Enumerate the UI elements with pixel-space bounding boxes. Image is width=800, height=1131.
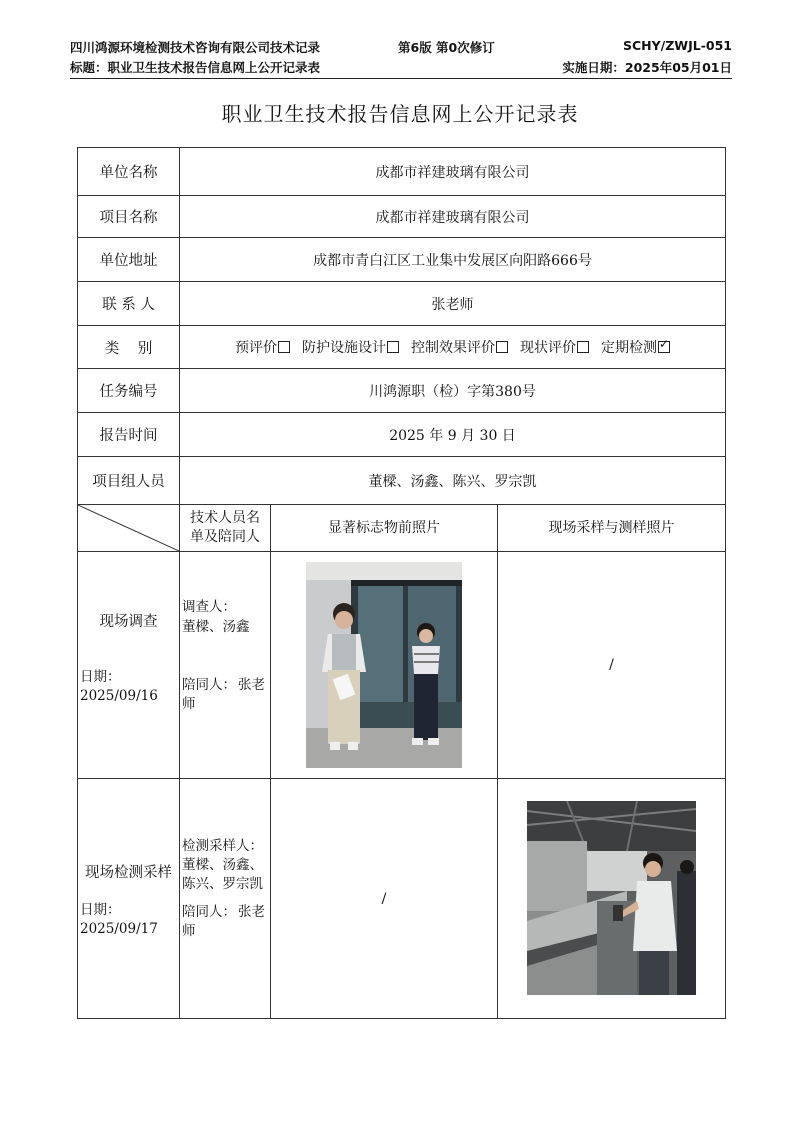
label-task-no: 任务编号 (78, 369, 180, 413)
page-title: 职业卫生技术报告信息网上公开记录表 (221, 102, 579, 126)
doc-code: SCHY/ZWJL-051 (622, 38, 732, 53)
companion-name-line2: 师 (182, 696, 196, 712)
row-project-name (78, 196, 726, 238)
value-unit-address: 成都市青白江区工业集中发展区向阳路666号 (180, 238, 726, 282)
label-report-time: 报告时间 (78, 413, 180, 457)
staff-label: 调查人： (182, 599, 236, 615)
value-task-no: 川鸿源职（检）字第380号 (180, 369, 726, 413)
staff-names: 董樑、汤鑫、陈兴、罗宗凯 (182, 857, 263, 892)
photo-table-header (78, 505, 726, 552)
version-info: 第6版 第0次修订 (398, 40, 495, 55)
company-record-title: 四川鸿源环境检测技术咨询有限公司技术记录 (70, 40, 321, 55)
sampling-photo-placeholder: / (498, 552, 726, 779)
category-option (235, 340, 290, 356)
empty-box-icon (387, 341, 399, 353)
sampling-photo-cell (498, 779, 726, 1019)
empty-box-icon (496, 341, 508, 353)
landmark-photo-placeholder: / (271, 779, 498, 1019)
record-subject: 标题：职业卫生技术报告信息网上公开记录表 (70, 60, 321, 75)
row-report-time (78, 413, 726, 457)
col-header-landmark-photo: 显著标志物前照片 (271, 505, 498, 552)
stage-site-survey (78, 552, 180, 779)
category-option-label: 现状评价 (520, 340, 577, 356)
row-unit-name (78, 148, 726, 196)
empty-box-icon (577, 341, 589, 353)
col-header-staff: 技术人员名单及陪同人 (180, 505, 271, 552)
stage-date-label: 日期： (80, 902, 121, 918)
record-table (77, 147, 726, 1019)
label-project-name: 项目名称 (78, 196, 180, 238)
landmark-photo (306, 562, 462, 768)
row-task-no (78, 369, 726, 413)
category-option (302, 340, 399, 356)
staff-names: 董樑、汤鑫 (182, 619, 250, 635)
landmark-photo-cell (271, 552, 498, 779)
companion-name-line1: 张老 (238, 677, 265, 693)
companion-name-line1: 张老 (238, 904, 265, 920)
value-project-name: 成都市祥建玻璃有限公司 (180, 196, 726, 238)
row-site-survey (78, 552, 726, 779)
stage-date: 2025/09/17 (80, 921, 158, 937)
companion-label: 陪同人： (182, 677, 236, 693)
stage-name: 现场检测采样 (85, 865, 172, 881)
label-unit-address: 单位地址 (78, 238, 180, 282)
checked-box-icon (658, 341, 670, 353)
row-site-sampling (78, 779, 726, 1019)
diagonal-line (78, 505, 179, 551)
sampling-staff (180, 779, 271, 1019)
diagonal-corner-cell (78, 505, 180, 552)
empty-box-icon (278, 341, 290, 353)
document-header-line2 (70, 58, 732, 79)
value-team: 董樑、汤鑫、陈兴、罗宗凯 (180, 457, 726, 505)
category-option (520, 340, 589, 356)
row-category (78, 326, 726, 369)
category-option-label: 预评价 (235, 340, 278, 356)
stage-date-label: 日期： (80, 669, 121, 685)
category-option (411, 340, 508, 356)
stage-name: 现场调查 (99, 614, 158, 630)
label-contact: 联 系 人 (78, 282, 180, 326)
row-unit-address (78, 238, 726, 282)
effective-date: 实施日期：2025年05月01日 (562, 60, 732, 75)
col-header-sampling-photo: 现场采样与测样照片 (498, 505, 726, 552)
category-option-label: 防护设施设计 (302, 340, 387, 356)
stage-site-sampling (78, 779, 180, 1019)
document-header-line1 (70, 38, 732, 56)
companion-label: 陪同人： (182, 904, 236, 920)
sampling-photo (527, 801, 696, 995)
label-team: 项目组人员 (78, 457, 180, 505)
label-unit-name: 单位名称 (78, 148, 180, 196)
row-team (78, 457, 726, 505)
value-unit-name: 成都市祥建玻璃有限公司 (180, 148, 726, 196)
survey-staff (180, 552, 271, 779)
label-category: 类 别 (78, 326, 180, 369)
staff-label: 检测采样人： (182, 838, 263, 854)
category-options (180, 326, 726, 369)
value-report-time: 2025 年 9 月 30 日 (180, 413, 726, 457)
category-option-label: 控制效果评价 (411, 340, 496, 356)
companion-name-line2: 师 (182, 923, 196, 939)
category-option (601, 340, 670, 356)
category-option-label: 定期检测 (601, 340, 658, 356)
stage-date: 2025/09/16 (80, 688, 158, 704)
row-contact (78, 282, 726, 326)
value-contact: 张老师 (180, 282, 726, 326)
